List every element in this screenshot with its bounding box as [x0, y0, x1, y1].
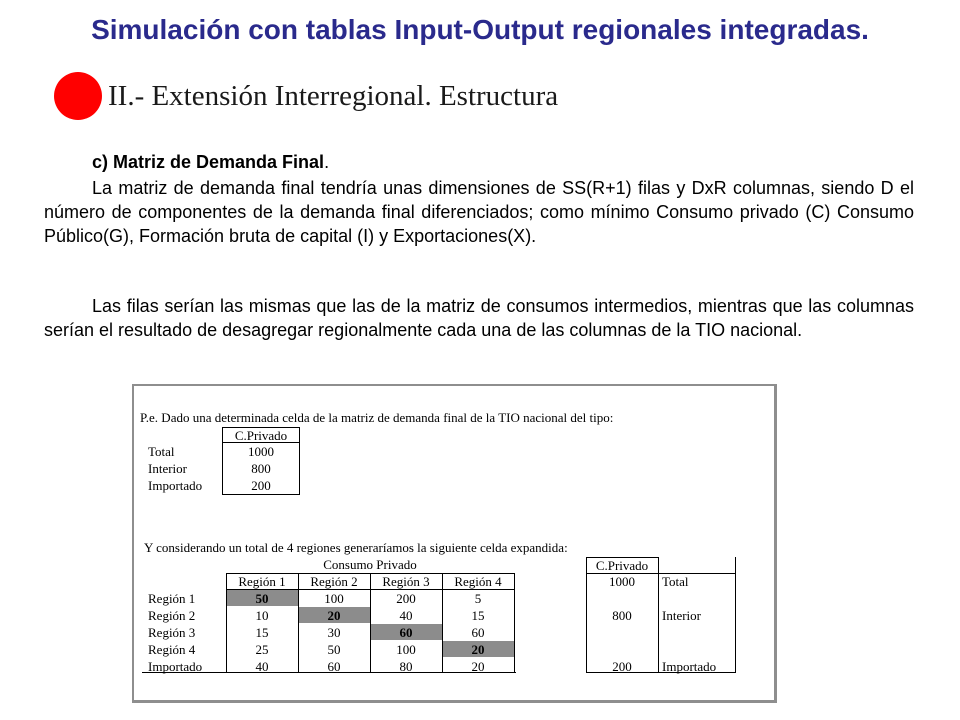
col-header-region-2: Región 2 [310, 574, 358, 589]
cell-r3-c4: 60 [471, 625, 485, 640]
col-header-region-3: Región 3 [382, 574, 430, 589]
cell-r5-c4: 20 [471, 659, 485, 674]
right-table-header: C.Privado [595, 558, 649, 573]
example-figure [132, 384, 777, 703]
big-table-rule-5 [514, 573, 515, 673]
row-label-importado: Importado [148, 659, 203, 674]
small-table-bottom-rule [222, 494, 300, 495]
figure-intro: P.e. Dado una determinada celda de la matriz de demanda final de la TIO nacional del tipo: [140, 410, 614, 425]
cell-r1-c2: 100 [324, 591, 344, 606]
col-header-region-4: Región 4 [454, 574, 502, 589]
small-table-value-importado: 200 [251, 478, 271, 493]
row-label-region-3: Región 3 [148, 625, 196, 640]
section-heading-text: c) Matriz de Demanda Final [92, 152, 325, 172]
right-label-total: Total [662, 574, 689, 589]
right-table-right-rule [658, 557, 659, 673]
row-label-region-4: Región 4 [148, 642, 196, 657]
cell-r3-c3: 60 [399, 625, 413, 640]
red-bullet-icon [54, 72, 102, 120]
cell-r2-c4: 15 [471, 608, 485, 623]
slide-subtitle: II.- Extensión Interregional. Estructura [108, 80, 559, 112]
cell-r2-c1: 10 [255, 608, 269, 623]
right-labels-rule [735, 557, 736, 673]
small-table-header: C.Privado [234, 428, 288, 443]
small-table-label-importado: Importado [148, 478, 203, 493]
cell-r5-c1: 40 [255, 659, 269, 674]
row-label-region-1: Región 1 [148, 591, 196, 606]
cell-r4-c4: 20 [471, 642, 485, 657]
section-heading [44, 150, 914, 174]
small-table-value-total: 1000 [248, 444, 274, 459]
group-header: Consumo Privado [323, 557, 417, 572]
right-value-importado: 200 [612, 659, 632, 674]
small-table-label-total: Total [148, 444, 175, 459]
right-value-total: 1000 [609, 574, 635, 589]
cell-r4-c3: 100 [396, 642, 416, 657]
cell-r5-c3: 80 [399, 659, 413, 674]
right-label-interior: Interior [662, 608, 701, 623]
section-heading-period: . [324, 152, 330, 172]
slide-title: Simulación con tablas Input-Output regionales integradas. [91, 14, 869, 45]
right-value-interior: 800 [612, 608, 632, 623]
paragraph-dimensions: La matriz de demanda final tendría unas dimensiones de SS(R+1) filas y DxR columnas, siendo D el número de componentes de la demanda final diferenciados; como mínimo Consumo privado (C) Consumo Público(G), Formación bruta de capital (I) y Exportaciones(X). [44, 178, 914, 246]
cell-r2-c3: 40 [399, 608, 413, 623]
right-label-importado: Importado [662, 659, 717, 674]
cell-r1-c1: 50 [255, 591, 269, 606]
cell-r1-c3: 200 [396, 591, 416, 606]
col-header-region-1: Región 1 [238, 574, 286, 589]
cell-r3-c2: 30 [327, 625, 341, 640]
cell-r4-c1: 25 [255, 642, 269, 657]
cell-r2-c2: 20 [327, 608, 341, 623]
cell-r3-c1: 15 [255, 625, 269, 640]
expand-intro: Y considerando un total de 4 regiones generaríamos la siguiente celda expandida: [144, 540, 568, 555]
cell-r1-c4: 5 [474, 591, 482, 606]
cell-r4-c2: 50 [327, 642, 341, 657]
paragraph-rows-columns: Las filas serían las mismas que las de la matriz de consumos intermedios, mientras que las columnas serían el resultado de desagregar regionalmente cada una de las columnas de la TIO nacional. [44, 296, 914, 340]
cell-r5-c2: 60 [327, 659, 341, 674]
row-label-region-2: Región 2 [148, 608, 196, 623]
small-table-label-interior: Interior [148, 461, 187, 476]
small-table-value-interior: 800 [251, 461, 271, 476]
